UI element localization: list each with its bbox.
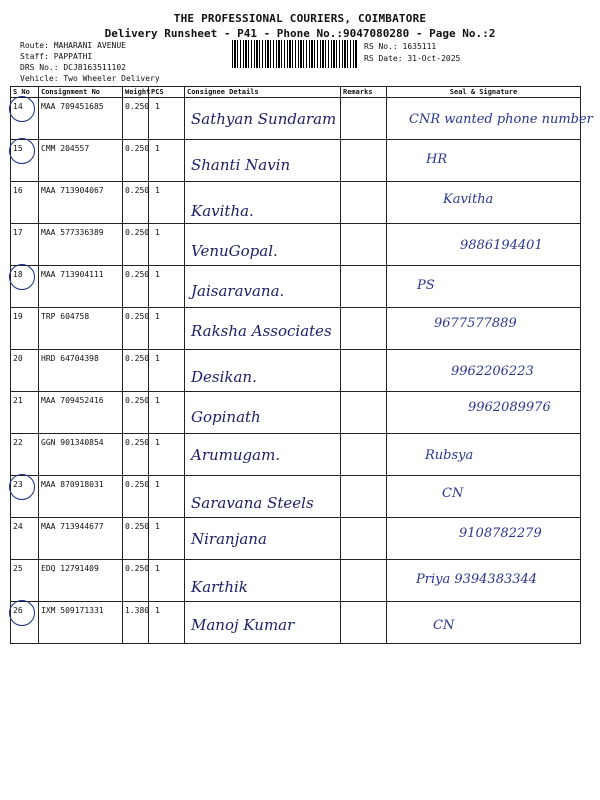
remarks-cell — [341, 182, 387, 224]
sno-cell — [11, 392, 39, 434]
pcs-cell — [149, 224, 185, 266]
weight-cell — [123, 392, 149, 434]
weight-text: 0.250 — [125, 228, 150, 237]
pcs-text: 1 — [155, 522, 160, 531]
sno-text: 22 — [13, 438, 23, 447]
signature-cell — [387, 140, 581, 182]
consignment-text: MAA 870918031 — [41, 480, 104, 489]
col-pcs: PCS — [149, 87, 185, 98]
consignment-text: EDQ 12791409 — [41, 564, 99, 573]
runsheet-subtitle: Delivery Runsheet - P41 - Phone No.:9047080280 - Page No.:2 — [104, 27, 496, 40]
table-row — [11, 266, 581, 308]
signature-handwriting: 9108782279 — [459, 526, 542, 541]
remarks-cell — [341, 224, 387, 266]
consignment-cell — [39, 434, 123, 476]
remarks-cell — [341, 266, 387, 308]
remarks-cell — [341, 350, 387, 392]
table-row — [11, 392, 581, 434]
weight-text: 0.250 — [125, 270, 150, 279]
pcs-cell — [149, 560, 185, 602]
pcs-cell — [149, 98, 185, 140]
weight-cell — [123, 518, 149, 560]
sno-cell — [11, 266, 39, 308]
pcs-text: 1 — [155, 438, 160, 447]
weight-cell — [123, 308, 149, 350]
consignee-handwriting: Kavitha. — [191, 202, 254, 220]
remarks-cell — [341, 560, 387, 602]
table-row — [11, 98, 581, 140]
consignment-text: MAA 709452416 — [41, 396, 104, 405]
consignee-handwriting: Karthik — [191, 578, 248, 596]
signature-handwriting: 9886194401 — [460, 238, 543, 253]
signature-cell — [387, 182, 581, 224]
table-row — [11, 308, 581, 350]
table-row — [11, 476, 581, 518]
table-row — [11, 518, 581, 560]
consignee-handwriting: Niranjana — [191, 530, 267, 548]
consignment-cell — [39, 476, 123, 518]
remarks-cell — [341, 476, 387, 518]
consignee-handwriting: Desikan. — [191, 368, 257, 386]
consignee-cell — [185, 434, 341, 476]
pcs-text: 1 — [155, 228, 160, 237]
consignee-cell — [185, 140, 341, 182]
col-weight: Weight — [123, 87, 149, 98]
sno-cell — [11, 308, 39, 350]
consignment-cell — [39, 392, 123, 434]
weight-cell — [123, 266, 149, 308]
consignment-cell — [39, 602, 123, 644]
consignment-cell — [39, 350, 123, 392]
pcs-text: 1 — [155, 564, 160, 573]
sno-text: 16 — [13, 186, 23, 195]
sno-cell — [11, 182, 39, 224]
circle-mark — [9, 96, 35, 122]
weight-cell — [123, 560, 149, 602]
consignee-handwriting: Raksha Associates — [191, 322, 332, 340]
pcs-text: 1 — [155, 102, 160, 111]
table-row — [11, 140, 581, 182]
sno-text: 24 — [13, 522, 23, 531]
consignee-handwriting: Jaisaravana. — [191, 282, 285, 300]
drs-label: DRS No.: DCJ8163511102 — [20, 63, 126, 72]
rs-date: RS Date: 31-Oct-2025 — [364, 54, 461, 63]
sno-cell — [11, 140, 39, 182]
signature-handwriting: Rubsya — [425, 448, 474, 463]
weight-text: 0.250 — [125, 396, 150, 405]
table-row — [11, 434, 581, 476]
signature-handwriting: HR — [426, 152, 448, 167]
pcs-text: 1 — [155, 144, 160, 153]
pcs-text: 1 — [155, 186, 160, 195]
signature-cell — [387, 434, 581, 476]
table-row — [11, 350, 581, 392]
signature-cell — [387, 602, 581, 644]
sno-text: 26 — [13, 606, 23, 615]
consignment-text: HRD 64704398 — [41, 354, 99, 363]
pcs-cell — [149, 434, 185, 476]
pcs-text: 1 — [155, 312, 160, 321]
weight-text: 0.250 — [125, 186, 150, 195]
weight-text: 0.250 — [125, 522, 150, 531]
weight-cell — [123, 140, 149, 182]
consignee-handwriting: Gopinath — [191, 408, 261, 426]
consignment-text: CMM 204557 — [41, 144, 90, 153]
signature-cell — [387, 98, 593, 140]
consignee-cell — [185, 602, 341, 644]
pcs-text: 1 — [155, 396, 160, 405]
weight-text: 1.380 — [125, 606, 150, 615]
consignee-handwriting: Shanti Navin — [191, 156, 291, 174]
signature-handwriting: Priya 9394383344 — [416, 572, 538, 587]
sno-cell — [11, 98, 39, 140]
pcs-cell — [149, 266, 185, 308]
sno-cell — [11, 602, 39, 644]
pcs-cell — [149, 392, 185, 434]
consignee-cell — [185, 266, 341, 308]
sno-text: 25 — [13, 564, 23, 573]
consignment-cell — [39, 308, 123, 350]
consignee-cell — [185, 224, 341, 266]
consignee-handwriting: Manoj Kumar — [191, 616, 295, 634]
pcs-cell — [149, 140, 185, 182]
pcs-text: 1 — [155, 480, 160, 489]
consignment-text: MAA 713944677 — [41, 522, 104, 531]
remarks-cell — [341, 434, 387, 476]
weight-text: 0.250 — [125, 144, 150, 153]
remarks-cell — [341, 518, 387, 560]
table-row — [11, 224, 581, 266]
pcs-cell — [149, 182, 185, 224]
consignee-cell — [185, 476, 341, 518]
sno-cell — [11, 434, 39, 476]
weight-text: 0.250 — [125, 102, 150, 111]
signature-cell — [387, 560, 581, 602]
sno-cell — [11, 224, 39, 266]
barcode-image — [232, 40, 358, 68]
consignment-cell — [39, 224, 123, 266]
signature-handwriting: CN — [433, 618, 455, 633]
circle-mark — [9, 474, 35, 500]
sno-text: 17 — [13, 228, 23, 237]
weight-text: 0.250 — [125, 438, 150, 447]
consignee-handwriting: Arumugam. — [191, 446, 281, 464]
weight-cell — [123, 182, 149, 224]
sno-text: 15 — [13, 144, 23, 153]
consignee-cell — [185, 308, 341, 350]
signature-cell — [387, 350, 581, 392]
weight-cell — [123, 602, 149, 644]
pcs-text: 1 — [155, 606, 160, 615]
sno-cell — [11, 560, 39, 602]
consignee-handwriting: VenuGopal. — [191, 242, 278, 260]
remarks-cell — [341, 308, 387, 350]
pcs-cell — [149, 476, 185, 518]
signature-cell — [387, 308, 581, 350]
sno-text: 20 — [13, 354, 23, 363]
signature-handwriting: PS — [417, 278, 435, 293]
consignment-cell — [39, 182, 123, 224]
consignee-handwriting: Saravana Steels — [191, 494, 314, 512]
sno-cell — [11, 350, 39, 392]
remarks-cell — [341, 602, 387, 644]
pcs-text: 1 — [155, 270, 160, 279]
consignee-cell — [185, 350, 341, 392]
col-signature: Seal & Signature — [387, 87, 581, 98]
remarks-cell — [341, 98, 387, 140]
signature-handwriting: CN — [442, 486, 464, 501]
consignment-text: MAA 577336389 — [41, 228, 104, 237]
table-row — [11, 602, 581, 644]
consignee-cell — [185, 392, 341, 434]
pcs-text: 1 — [155, 354, 160, 363]
sno-cell — [11, 476, 39, 518]
consignment-text: IXM 509171331 — [41, 606, 104, 615]
remarks-cell — [341, 392, 387, 434]
sno-text: 18 — [13, 270, 23, 279]
consignment-cell — [39, 266, 123, 308]
consignment-cell — [39, 98, 123, 140]
col-consignee: Consignee Details — [185, 87, 341, 98]
consignment-text: TRP 604758 — [41, 312, 90, 321]
consignment-text: MAA 709451685 — [41, 102, 104, 111]
sno-text: 14 — [13, 102, 23, 111]
pcs-cell — [149, 518, 185, 560]
signature-cell — [387, 266, 581, 308]
weight-cell — [123, 98, 149, 140]
weight-text: 0.250 — [125, 480, 150, 489]
table-row — [11, 182, 581, 224]
table-header-row — [11, 87, 581, 98]
sno-cell — [11, 518, 39, 560]
signature-handwriting: CNR wanted phone number — [409, 112, 593, 127]
weight-cell — [123, 476, 149, 518]
signature-cell — [387, 518, 581, 560]
signature-cell — [387, 224, 581, 266]
table-row — [11, 560, 581, 602]
pcs-cell — [149, 602, 185, 644]
circle-mark — [9, 138, 35, 164]
sno-text: 21 — [13, 396, 23, 405]
signature-handwriting: 9677577889 — [434, 316, 517, 331]
consignee-cell — [185, 518, 341, 560]
consignee-cell — [185, 98, 341, 140]
runsheet-table — [10, 86, 593, 644]
circle-mark — [9, 264, 35, 290]
consignment-cell — [39, 560, 123, 602]
rs-number: RS No.: 1635111 — [364, 42, 437, 51]
weight-text: 0.250 — [125, 312, 150, 321]
remarks-cell — [341, 140, 387, 182]
consignment-text: MAA 713904111 — [41, 270, 104, 279]
route-label: Route: MAHARANI AVENUE — [20, 41, 126, 50]
signature-handwriting: 9962089976 — [468, 400, 551, 415]
consignment-text: MAA 713904067 — [41, 186, 104, 195]
col-sno: S No — [11, 87, 39, 98]
signature-cell — [387, 392, 581, 434]
consignee-cell — [185, 560, 341, 602]
consignment-cell — [39, 518, 123, 560]
pcs-cell — [149, 350, 185, 392]
signature-cell — [387, 476, 581, 518]
signature-handwriting: Kavitha — [443, 192, 494, 207]
signature-handwriting: 9962206223 — [451, 364, 534, 379]
consignment-cell — [39, 140, 123, 182]
col-consignment: Consignment No — [39, 87, 123, 98]
company-title: THE PROFESSIONAL COURIERS, COIMBATORE — [173, 12, 427, 25]
circle-mark — [9, 600, 35, 626]
consignment-text: GGN 901340854 — [41, 438, 104, 447]
weight-cell — [123, 224, 149, 266]
consignee-cell — [185, 182, 341, 224]
weight-cell — [123, 434, 149, 476]
weight-cell — [123, 350, 149, 392]
pcs-cell — [149, 308, 185, 350]
consignee-handwriting: Sathyan Sundaram — [191, 110, 337, 128]
staff-label: Staff: PAPPATHI — [20, 52, 93, 61]
weight-text: 0.250 — [125, 354, 150, 363]
sno-text: 23 — [13, 480, 23, 489]
col-remarks: Remarks — [341, 87, 387, 98]
sno-text: 19 — [13, 312, 23, 321]
weight-text: 0.250 — [125, 564, 150, 573]
vehicle-label: Vehicle: Two Wheeler Delivery — [20, 74, 160, 83]
